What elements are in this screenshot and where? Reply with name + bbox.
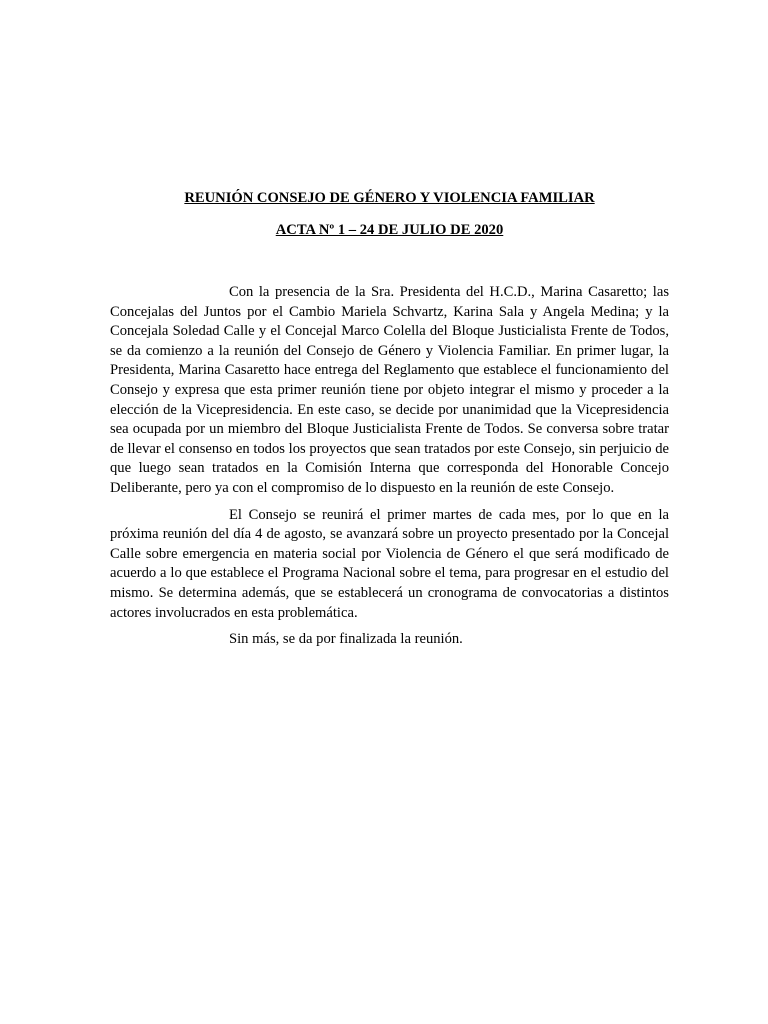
document-body xyxy=(110,283,669,657)
paragraph-closing: Sin más, se da por finalizada la reunión. xyxy=(229,631,463,648)
paragraph-next-meeting: El Consejo se reunirá el primer martes de cada mes, por lo que en la próxima reunión del día 4 de agosto, se avanzará sobre un proyecto presentado por la Concejal Calle sobre emergencia en materia social por Violencia de Género el que será modificado de acuerdo a lo que establece el Programa Nacional sobre el tema, para progresar en el estudio del mismo. Se determina además, que se establecerá un cronograma de convocatorias a distintos actores involucrados en esta problemática. xyxy=(110,506,669,621)
document-subtitle: ACTA Nº 1 – 24 DE JULIO DE 2020 xyxy=(275,222,504,238)
paragraph-attendance: Con la presencia de la Sra. Presidenta del H.C.D., Marina Casaretto; las Concejalas del Juntos por el Cambio Mariela Schvartz, Karina Sala y Angela Medina; y la Concejala Soledad Calle y el Concejal Marco Colella del Bloque Justicialista Frente de Todos, se da comienzo a la reunión del Consejo de Género y Violencia Familiar. En primer lugar, la Presidenta, Marina Casaretto hace entrega del Reglamento que establece el funcionamiento del Consejo y expresa que esta primer reunión tiene por objeto integrar el mismo y proceder a la elección de la Vicepresidencia. En este caso, se decide por unanimidad que la Vicepresidencia sea ocupada por un miembro del Bloque Justicialista Frente de Todos. Se conversa sobre tratar de llevar el consenso en todos los proyectos que sean tratados por este Consejo, sin perjuicio de que luego sean tratados en la Comisión Interna que corresponda del Honorable Concejo Deliberante, pero ya con el compromiso de lo dispuesto en la reunión de este Consejo. xyxy=(110,284,669,496)
document-title: REUNIÓN CONSEJO DE GÉNERO Y VIOLENCIA FAMILIAR xyxy=(184,190,595,206)
